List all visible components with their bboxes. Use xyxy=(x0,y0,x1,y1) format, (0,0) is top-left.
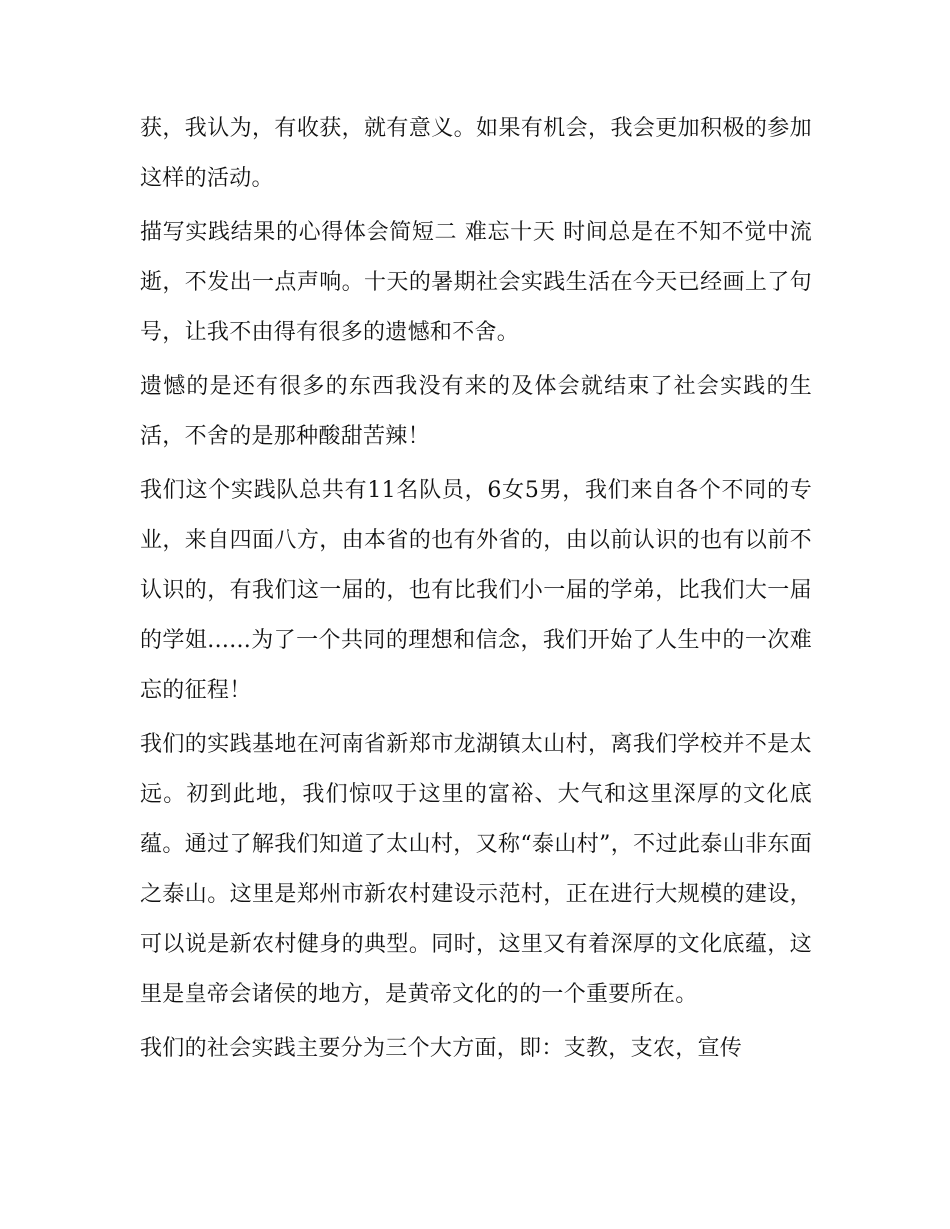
paragraph-4: 我们这个实践队总共有11名队员，6女5男，我们来自各个不同的专业，来自四面八方，由本省的也有外省的，由以前认识的也有以前不认识的，有我们这一届的，也有比我们小一届的学弟，比我们大一届的学姐......为了一个共同的理想和信念，我们开始了人生中的一次难忘的征程！ xyxy=(140,478,812,703)
paragraph-3: 遗憾的是还有很多的东西我没有来的及体会就结束了社会实践的生活，不舍的是那种酸甜苦辣！ xyxy=(140,374,812,449)
paragraph-6: 我们的社会实践主要分为三个大方面，即：支教，支农，宣传 xyxy=(140,1036,743,1061)
paragraph-2: 描写实践结果的心得体会简短二 难忘十天 时间总是在不知不觉中流逝，不发出一点声响。十天的暑期社会实践生活在今天已经画上了句号，让我不由得有很多的遗憾和不舍。 xyxy=(140,220,812,345)
document-body xyxy=(140,104,812,1078)
paragraph-5: 我们的实践基地在河南省新郑市龙湖镇太山村，离我们学校并不是太远。初到此地，我们惊叹于这里的富裕、大气和这里深厚的文化底蕴。通过了解我们知道了太山村，又称“泰山村”，不过此泰山非东面之泰山。这里是郑州市新农村建设示范村，正在进行大规模的建设，可以说是新农村健身的典型。同时，这里又有着深厚的文化底蕴，这里是皇帝会诸侯的地方，是黄帝文化的的一个重要所在。 xyxy=(140,732,812,1007)
paragraph-1: 获，我认为，有收获，就有意义。如果有机会，我会更加积极的参加这样的活动。 xyxy=(140,116,812,191)
